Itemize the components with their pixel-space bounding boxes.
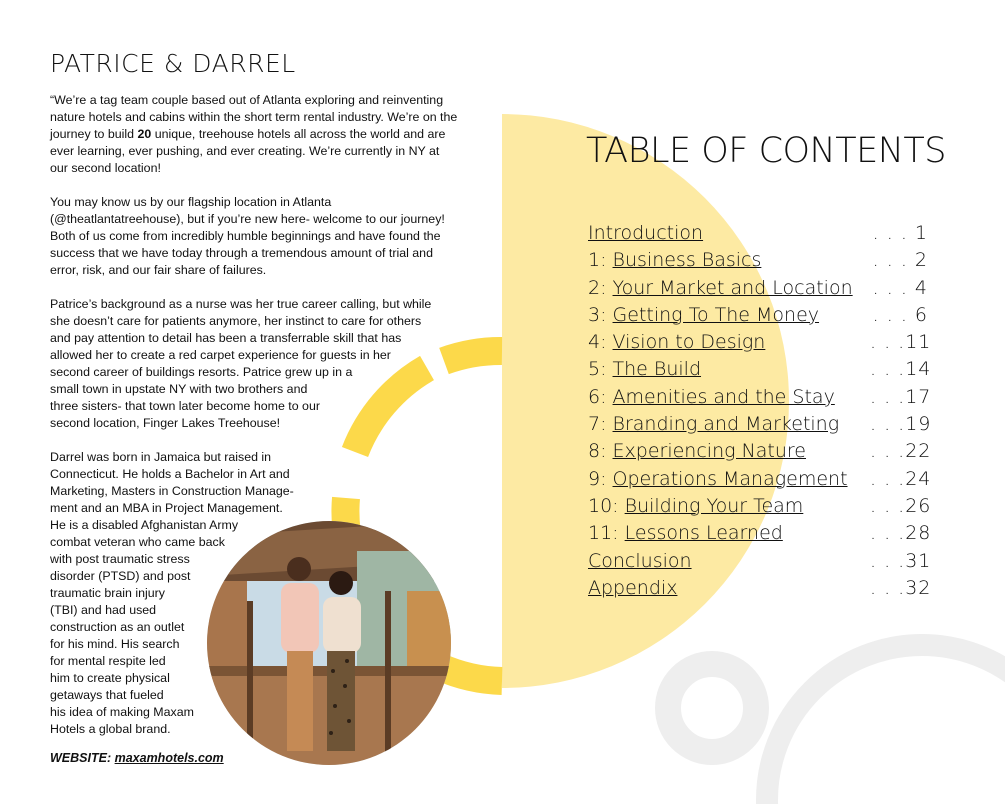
toc-item-vision-design[interactable] <box>588 331 932 358</box>
toc-item-market-location[interactable] <box>588 277 928 304</box>
toc-link[interactable]: Business Basics <box>612 249 762 272</box>
toc-link[interactable]: Branding and Marketing <box>612 413 840 436</box>
darrel-line: He is a disabled Afghanistan Army <box>50 518 239 532</box>
patrice-line: and pay attention to detail has been a transferrable skill that has <box>50 331 402 345</box>
toc-item-amenities[interactable] <box>588 385 932 413</box>
second-paragraph: You may know us by our flagship location in Atlanta (@theatlantatreehouse), but if you’re new here- welcome to our journey! Both of us come from incredibly humble beginnings and have found the success that we have today through a tremendous amount of trial and error, risk, and our fair share of failures. <box>50 195 445 277</box>
toc-item-introduction[interactable] <box>588 222 928 249</box>
toc-item-nature[interactable] <box>588 440 932 467</box>
toc-link[interactable]: Your Market and Location <box>612 276 853 299</box>
darrel-line: getaways that fueled <box>50 688 164 702</box>
darrel-line: with post traumatic stress <box>50 552 190 566</box>
darrel-line: disorder (PTSD) and post <box>50 569 191 583</box>
toc-item-team[interactable] <box>588 494 932 522</box>
toc-page: . . . 2 <box>872 249 928 272</box>
toc-item-the-build[interactable] <box>588 358 932 385</box>
toc-page: . . .31 <box>870 549 932 572</box>
toc-prefix: 10: <box>588 494 625 517</box>
toc-item-branding[interactable] <box>588 413 932 440</box>
toc-page: . . .14 <box>870 358 932 381</box>
toc-item-lessons[interactable] <box>588 522 932 549</box>
toc-item-business-basics[interactable] <box>588 249 928 276</box>
toc-item-getting-money[interactable] <box>588 304 928 331</box>
toc-link[interactable]: Experiencing Nature <box>612 440 806 463</box>
darrel-line: Hotels a global brand. <box>50 722 171 736</box>
toc-page: . . .19 <box>870 413 932 436</box>
toc-page: . . . 1 <box>872 222 928 244</box>
toc-page: . . .11 <box>870 331 932 354</box>
toc-prefix: 7: <box>588 413 613 436</box>
toc-link[interactable]: Lessons Learned <box>624 522 783 545</box>
toc-link[interactable]: Introduction <box>588 222 704 244</box>
toc-page: . . .24 <box>870 467 932 490</box>
toc-prefix: 1: <box>588 249 613 272</box>
darrel-line: for his mind. His search <box>50 637 180 651</box>
darrel-line: combat veteran who came back <box>50 535 225 549</box>
toc-item-conclusion[interactable] <box>588 549 932 577</box>
darrel-line: traumatic brain injury <box>50 586 166 600</box>
toc-list <box>588 222 932 604</box>
patrice-line: second career of buildings resorts. Patrice grew up in a <box>50 365 353 379</box>
patrice-line: allowed her to create a red carpet experience for guests in her <box>50 348 391 362</box>
darrel-line: him to create physical <box>50 671 170 685</box>
toc-page: . . .26 <box>870 494 932 517</box>
gray-ring-small <box>668 664 756 752</box>
intro-text-end: unique, treehouse hotels all across the world and are ever learning, ever pushing, and ever creating. We’re currently in NY at our second location! <box>50 127 446 175</box>
toc-prefix: 9: <box>588 467 613 490</box>
website-line <box>50 751 224 765</box>
patrice-paragraph <box>50 296 460 432</box>
darrel-line: for mental respite led <box>50 654 166 668</box>
toc-link[interactable]: Operations Management <box>612 467 848 490</box>
patrice-line: she doesn’t care for patients anymore, her instinct to care for others <box>50 314 422 328</box>
patrice-line: second location, Finger Lakes Treehouse! <box>50 416 281 430</box>
toc-link[interactable]: Getting To The Money <box>612 303 820 326</box>
toc-prefix: 2: <box>588 276 613 299</box>
darrel-paragraph <box>50 449 460 738</box>
bio-column <box>50 48 460 755</box>
patrice-line: Patrice’s background as a nurse was her true career calling, but while <box>50 297 432 311</box>
website-label: WEBSITE: <box>50 751 115 765</box>
toc-prefix: 4: <box>588 331 613 354</box>
darrel-line: Connecticut. He holds a Bachelor in Art and <box>50 467 290 481</box>
toc-page: . . . 6 <box>872 303 928 326</box>
toc-page: . . . 4 <box>872 276 928 299</box>
toc-link[interactable]: Vision to Design <box>612 331 766 354</box>
toc-link[interactable]: Conclusion <box>588 549 692 572</box>
toc-prefix: 5: <box>588 358 613 381</box>
darrel-line: construction as an outlet <box>50 620 185 634</box>
toc-page: . . .28 <box>870 522 932 545</box>
page-title: PATRICE & DARREL <box>50 49 296 78</box>
darrel-line: ment and an MBA in Project Management. <box>50 501 283 515</box>
toc-link[interactable]: Building Your Team <box>624 494 804 517</box>
website-link[interactable]: maxamhotels.com <box>114 751 224 765</box>
toc-page: . . .32 <box>870 576 932 599</box>
intro-paragraph <box>50 92 460 177</box>
toc-title: TABLE OF CONTENTS <box>586 131 947 171</box>
toc-page: . . .17 <box>870 385 932 408</box>
darrel-line: (TBI) and had used <box>50 603 157 617</box>
gray-ring-large <box>767 645 1005 804</box>
toc-page: . . .22 <box>870 440 932 463</box>
toc-link[interactable]: Amenities and the Stay <box>612 385 835 408</box>
toc-link[interactable]: The Build <box>612 358 702 381</box>
darrel-line: Marketing, Masters in Construction Manage- <box>50 484 294 498</box>
darrel-line: his idea of making Maxam <box>50 705 194 719</box>
intro-bold-number: 20 <box>137 127 152 141</box>
toc-item-appendix[interactable] <box>588 576 932 604</box>
toc-link[interactable]: Appendix <box>588 576 678 599</box>
toc-prefix: 3: <box>588 303 613 326</box>
patrice-line: three sisters- that town later become home to our <box>50 399 320 413</box>
intro-text-start: “We’re a tag team couple based out of Atlanta exploring and reinventing nature hotels and cabins within the short term rental industry. We’re on the journey to build <box>50 93 458 141</box>
toc-prefix: 11: <box>588 522 625 545</box>
patrice-line: small town in upstate NY with two brothers and <box>50 382 308 396</box>
toc-prefix: 8: <box>588 440 613 463</box>
toc-item-operations[interactable] <box>588 467 932 495</box>
darrel-line: Darrel was born in Jamaica but raised in <box>50 450 272 464</box>
toc-prefix: 6: <box>588 385 613 408</box>
